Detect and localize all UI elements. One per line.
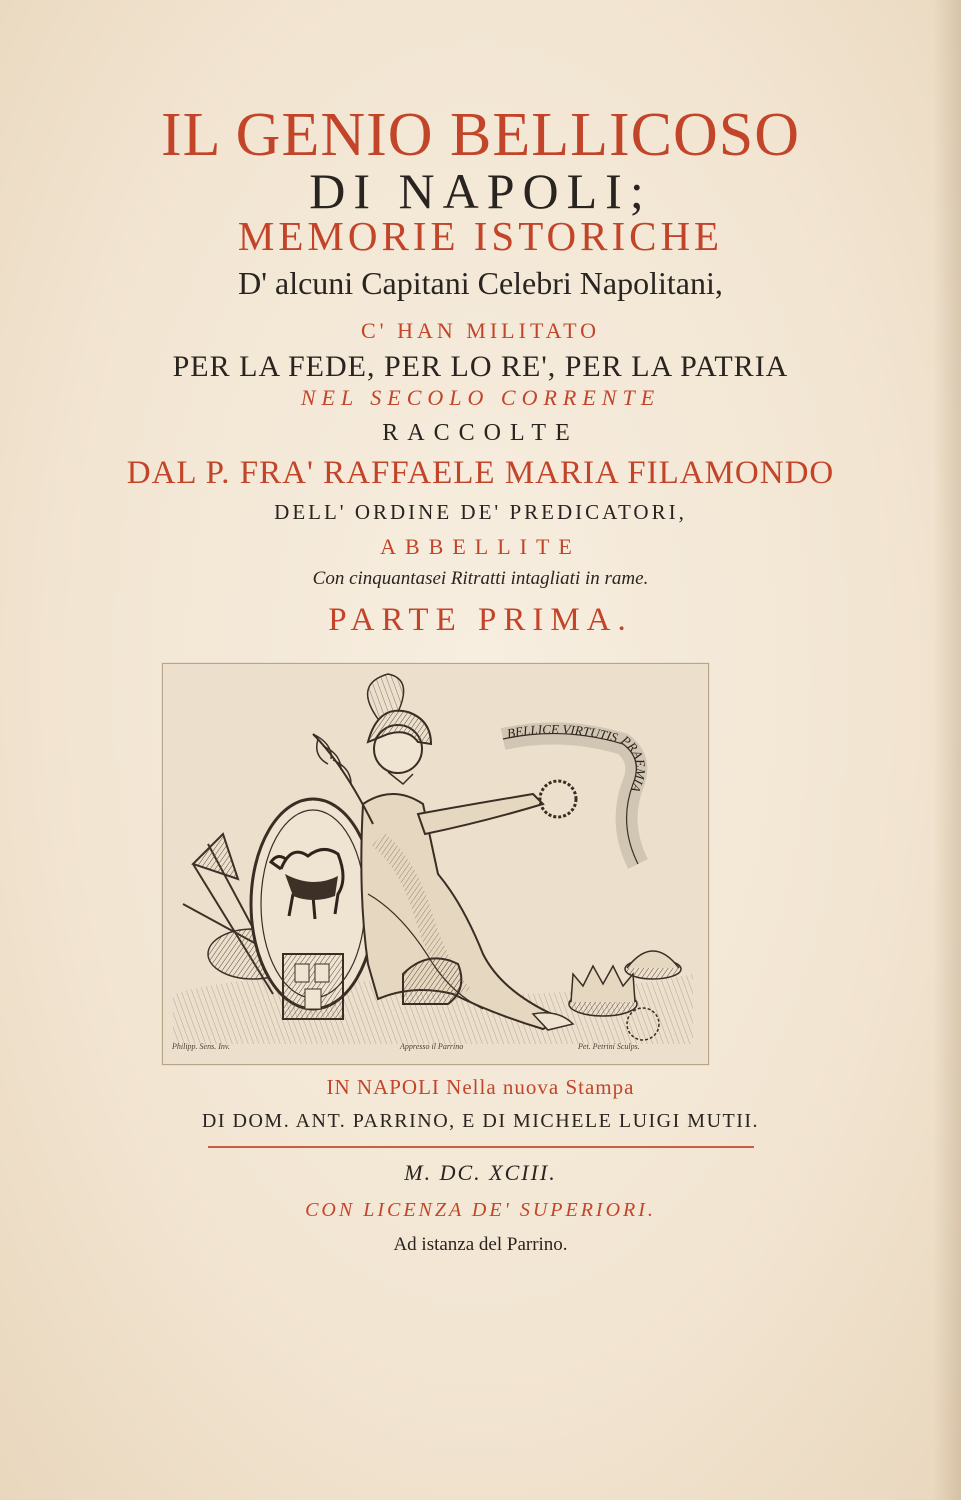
imprint-instance: Ad istanza del Parrino. [393, 1234, 568, 1255]
imprint-rule [208, 1146, 754, 1148]
subtitle-militato: C' HAN MILITATO [360, 318, 600, 343]
engraving-illustration [163, 664, 708, 1064]
volume-part: PARTE PRIMA. [328, 602, 633, 638]
engraving-credit-left: Philipp. Sens. Inv. [172, 1042, 230, 1051]
author-name: DAL P. FRA' RAFFAELE MARIA FILAMONDO [126, 455, 835, 491]
laurel-wreath [540, 781, 576, 817]
engraving-plate [162, 663, 709, 1065]
subtitle-ritratti: Con cinquantasei Ritratti intagliati in rame. [312, 568, 649, 589]
title-line-2: DI NAPOLI; [309, 163, 652, 219]
author-order: DELL' ORDINE DE' PREDICATORI, [274, 500, 687, 524]
subtitle-abbellite: ABBELLITE [380, 534, 581, 559]
subtitle-capitani: D' alcuni Capitani Celebri Napolitani, [238, 265, 723, 301]
subtitle-secolo: NEL SECOLO CORRENTE [300, 385, 661, 410]
title-line-1: IL GENIO BELLICOSO [160, 101, 801, 169]
imprint-license: CON LICENZA DE' SUPERIORI. [305, 1199, 656, 1221]
engraving-credit-right: Pet. Petrini Sculps. [578, 1042, 640, 1051]
imprint-date: M. DC. XCIII. [404, 1160, 557, 1185]
imprint-place: IN NAPOLI Nella nuova Stampa [326, 1075, 635, 1099]
engraving-credit-center: Appresso il Parrino [400, 1042, 464, 1051]
subtitle-fede: PER LA FEDE, PER LO RE', PER LA PATRIA [172, 350, 789, 383]
imprint-printers: DI DOM. ANT. PARRINO, E DI MICHELE LUIGI MUTII. [201, 1110, 760, 1132]
subtitle-memorie: MEMORIE ISTORICHE [237, 213, 724, 259]
subtitle-raccolte: RACCOLTE [382, 420, 579, 446]
banner-text: BELLICE VIRTUTIS PRAEMIA [505, 721, 649, 795]
